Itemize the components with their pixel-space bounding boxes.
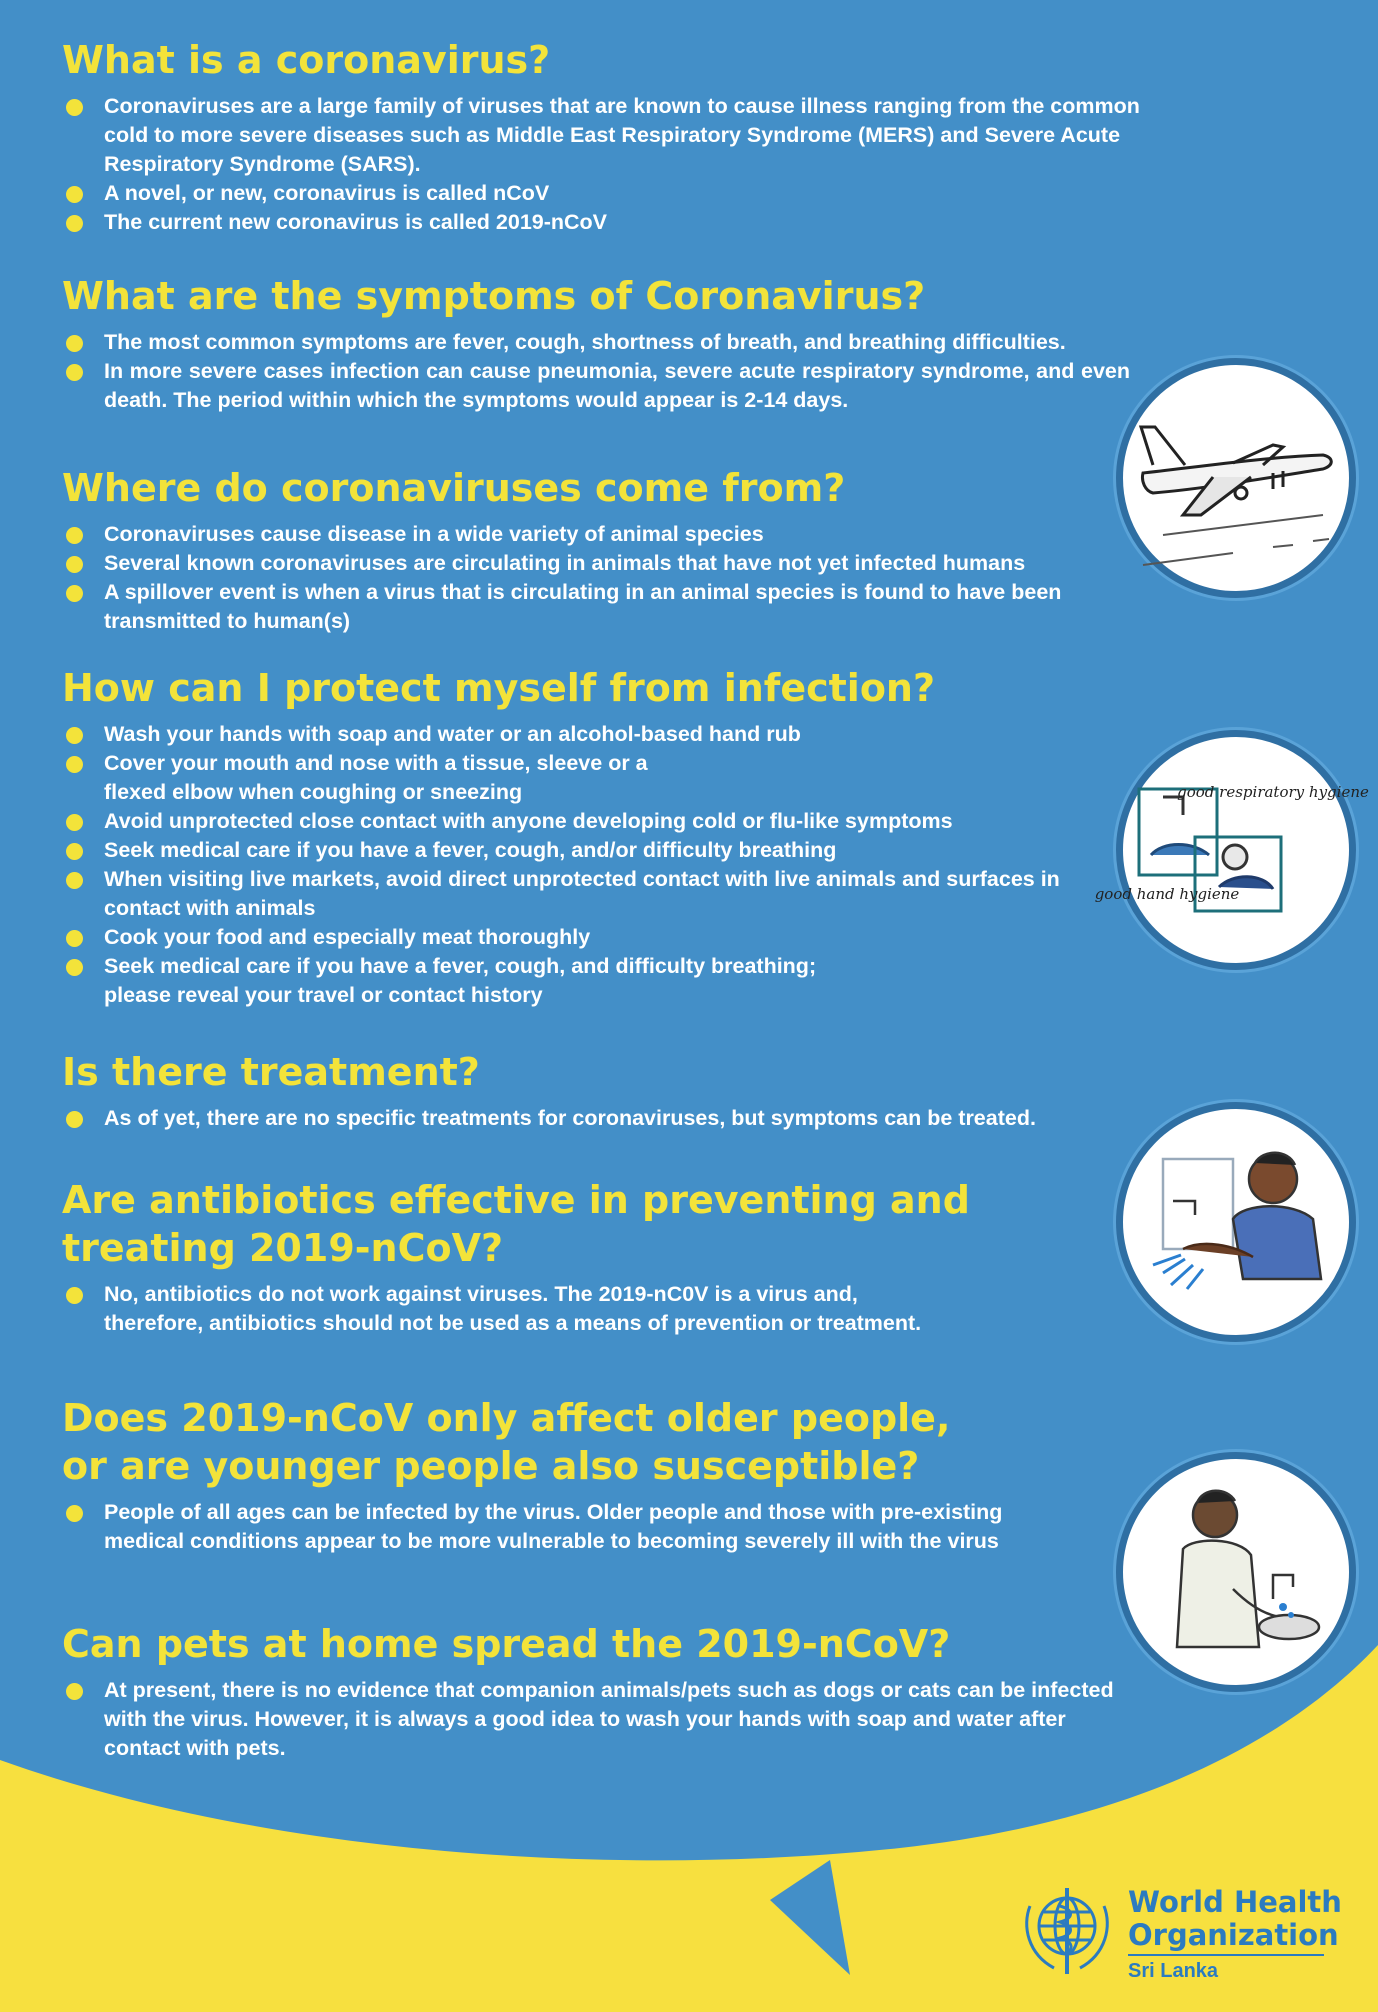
list-item: Cook your food and especially meat thoroughly <box>62 923 1102 952</box>
who-name-line2: Organization <box>1128 1918 1339 1952</box>
bullet-list <box>62 328 1130 415</box>
section-antibiotics <box>62 1176 1142 1338</box>
airplane-illustration <box>1116 358 1356 598</box>
who-name <box>1128 1886 1342 1952</box>
section-title: What is a coronavirus? <box>62 38 551 82</box>
airplane-icon <box>1141 427 1331 565</box>
bullet-list <box>62 92 1142 237</box>
list-item: Avoid unprotected close contact with anyone developing cold or flu-like symptoms <box>62 807 1102 836</box>
section-title: What are the symptoms of Coronavirus? <box>62 274 926 318</box>
list-item: Several known coronaviruses are circulating in animals that have not yet infected humans <box>62 549 1130 578</box>
section-origins <box>62 464 1130 636</box>
section-treatment <box>62 1048 1162 1133</box>
list-item: Coronaviruses cause disease in a wide variety of animal species <box>62 520 1130 549</box>
section-title: Can pets at home spread the 2019-nCoV? <box>62 1622 951 1666</box>
section-title: How can I protect myself from infection? <box>62 666 936 710</box>
list-item: In more severe cases infection can cause pneumonia, severe acute respiratory syndrome, and even death. The period within which the symptoms would appear is 2-14 days. <box>62 357 1130 415</box>
section-title: Does 2019-nCoV only affect older people, or are younger people also susceptible? <box>62 1396 951 1488</box>
bullet-list <box>62 1280 1142 1338</box>
list-item: The most common symptoms are fever, cough, shortness of breath, and breathing difficulties. <box>62 328 1130 357</box>
bullet-list <box>62 1104 1162 1133</box>
section-what-is-coronavirus <box>62 36 1142 237</box>
list-item: Cover your mouth and nose with a tissue, sleeve or a flexed elbow when coughing or sneezing <box>62 749 1102 807</box>
list-item: As of yet, there are no specific treatments for coronaviruses, but symptoms can be treated. <box>62 1104 1162 1133</box>
man-washing-hands-illustration <box>1116 1102 1356 1342</box>
bullet-list <box>62 1676 1132 1763</box>
list-item: Seek medical care if you have a fever, cough, and/or difficulty breathing <box>62 836 1102 865</box>
section-title: Is there treatment? <box>62 1050 480 1094</box>
list-item: A novel, or new, coronavirus is called nCoV <box>62 179 1142 208</box>
section-title: Where do coronaviruses come from? <box>62 466 846 510</box>
hygiene-illustration <box>1094 730 1369 970</box>
who-emblem-icon <box>1014 1876 1120 1982</box>
list-item: The current new coronavirus is called 2019-nCoV <box>62 208 1142 237</box>
section-title: Are antibiotics effective in preventing and treating 2019-nCoV? <box>62 1178 970 1270</box>
list-item: Coronaviruses are a large family of viruses that are known to cause illness ranging from the common cold to more severe diseases such as Middle East Respiratory Syndrome (MERS) and Severe Acute Respiratory Syndrome (SARS). <box>62 92 1142 179</box>
list-item: Seek medical care if you have a fever, cough, and difficulty breathing; please reveal your travel or contact history <box>62 952 1102 1010</box>
person-icon <box>1163 1153 1321 1279</box>
list-item: When visiting live markets, avoid direct unprotected contact with live animals and surfaces in contact with animals <box>62 865 1102 923</box>
list-item: No, antibiotics do not work against viruses. The 2019-nC0V is a virus and, therefore, antibiotics should not be used as a means of prevention or treatment. <box>62 1280 1142 1338</box>
hygiene-label-respiratory: good respiratory hygiene <box>1177 783 1369 801</box>
section-protection <box>62 664 1102 1010</box>
water-splash-icon <box>1153 1255 1203 1289</box>
who-logo <box>1010 1872 1340 2002</box>
list-item: A spillover event is when a virus that is circulating in an animal species is found to have been transmitted to human(s) <box>62 578 1130 636</box>
woman-washing-hands-illustration <box>1116 1452 1356 1692</box>
list-item: People of all ages can be infected by the virus. Older people and those with pre-existing medical conditions appear to be more vulnerable to becoming severely ill with the virus <box>62 1498 1142 1556</box>
who-name-line1: World Health <box>1128 1885 1342 1919</box>
hygiene-label-hand: good hand hygiene <box>1094 885 1240 903</box>
who-country: Sri Lanka <box>1128 1960 1219 1982</box>
list-item: At present, there is no evidence that companion animals/pets such as dogs or cats can be infected with the virus. However, it is always a good idea to wash your hands with soap and water after contact with pets. <box>62 1676 1132 1763</box>
section-pets <box>62 1620 1132 1763</box>
who-divider <box>1128 1954 1324 1956</box>
bullet-list <box>62 520 1130 636</box>
bullet-list <box>62 720 1102 1010</box>
section-symptoms <box>62 272 1130 415</box>
bullet-list <box>62 1498 1142 1556</box>
list-item: Wash your hands with soap and water or an alcohol-based hand rub <box>62 720 1102 749</box>
person-icon <box>1177 1491 1319 1647</box>
section-age-susceptibility <box>62 1394 1142 1556</box>
